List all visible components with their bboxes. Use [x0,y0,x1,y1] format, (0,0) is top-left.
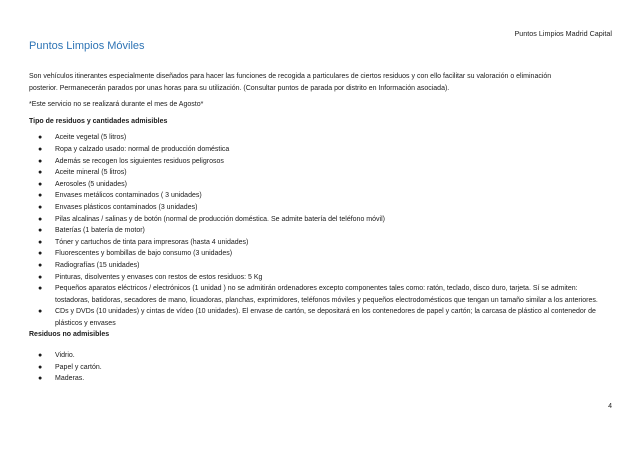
admissible-waste-heading: Tipo de residuos y cantidades admisibles [29,117,168,125]
list-item [29,306,609,329]
non-admissible-waste-heading: Residuos no admisibles [29,331,110,339]
bullet-icon: ● [38,308,43,316]
list-item [29,283,609,306]
list-item-text: Fluorescentes y bombillas de bajo consumo (3 unidades) [55,250,233,258]
bullet-icon: ● [38,352,43,360]
service-note: *Este servicio no se realizará durante el mes de Agosto* [29,101,204,109]
list-item-text: Pequeños aparatos eléctricos / electrónicos (1 unidad ) no se admitirán ordenadores excepto componentes tales como: ratón, teclado, disco duro, tarjeta. Sí se admiten: tostadoras, batidoras, secadores de mano, licuadoras, planchas, exprimidores, teléfonos móviles y pequeños electrodomésticos que tengan un tamaño similar a los anteriores. [55,285,598,304]
list-item [29,237,609,249]
intro-paragraph-line-2: posterior. Permanecerán parados por unas horas para su utilización. (Consultar puntos de parada por distrito en Información asociada). [29,84,450,92]
list-item [29,362,609,374]
non-admissible-waste-list [29,350,609,385]
list-item [29,144,609,156]
list-item [29,272,609,284]
intro-paragraph-line-1: Son vehículos itinerantes especialmente diseñados para hacer las funciones de recogida a particulares de ciertos residuos y con ello facilitar su valoración o eliminación [29,73,552,80]
bullet-icon: ● [38,375,43,383]
bullet-icon: ● [38,238,43,246]
list-item-text: Papel y cartón. [55,363,102,371]
bullet-icon: ● [38,134,43,142]
bullet-icon: ● [38,261,43,269]
list-item-text: Aerosoles (5 unidades) [55,180,127,188]
list-item-text: Baterías (1 batería de motor) [55,227,145,235]
bullet-icon: ● [38,203,43,211]
list-item [29,156,609,168]
bullet-icon: ● [38,215,43,223]
page-title: Puntos Limpios Móviles [29,40,145,52]
admissible-waste-list [29,132,609,329]
bullet-icon: ● [38,227,43,235]
list-item [29,350,609,362]
bullet-icon: ● [38,145,43,153]
page-number: 4 [608,403,612,410]
list-item-text: Pilas alcalinas / salinas y de botón (normal de producción doméstica. Se admite batería del teléfono móvil) [55,215,385,223]
list-item [29,373,609,385]
bullet-icon: ● [38,192,43,200]
list-item-text: Aceite mineral (5 litros) [55,169,127,177]
list-item [29,190,609,202]
bullet-icon: ● [38,169,43,177]
list-item-text: Vidrio. [55,352,75,360]
list-item-text: Tóner y cartuchos de tinta para impresoras (hasta 4 unidades) [55,238,249,246]
list-item-text: Pinturas, disolventes y envases con restos de estos residuos: 5 Kg [55,273,263,281]
list-item [29,202,609,214]
bullet-icon: ● [38,273,43,281]
document-body [29,71,609,385]
list-item [29,260,609,272]
bullet-icon: ● [38,285,43,293]
list-item [29,225,609,237]
list-item [29,132,609,144]
list-item-text: Envases metálicos contaminados ( 3 unidades) [55,192,202,200]
bullet-icon: ● [38,180,43,188]
list-item-text: Además se recogen los siguientes residuos peligrosos [55,157,224,165]
list-item-text: Maderas. [55,375,85,383]
list-item-text: Ropa y calzado usado: normal de producción doméstica [55,145,230,153]
list-item [29,179,609,191]
list-item-text: Aceite vegetal (5 litros) [55,134,127,142]
running-header: Puntos Limpios Madrid Capital [514,29,612,38]
bullet-icon: ● [38,363,43,371]
list-item-text: Envases plásticos contaminados (3 unidades) [55,203,198,211]
bullet-icon: ● [38,250,43,258]
list-item [29,167,609,179]
list-item [29,214,609,226]
list-item [29,248,609,260]
list-item-text: Radiografías (15 unidades) [55,261,140,269]
list-item-text: CDs y DVDs (10 unidades) y cintas de vídeo (10 unidades). El envase de cartón, se depositará en los contenedores de papel y cartón; la carcasa de plástico al contenedor de plásticos y envases [55,308,596,327]
bullet-icon: ● [38,157,43,165]
